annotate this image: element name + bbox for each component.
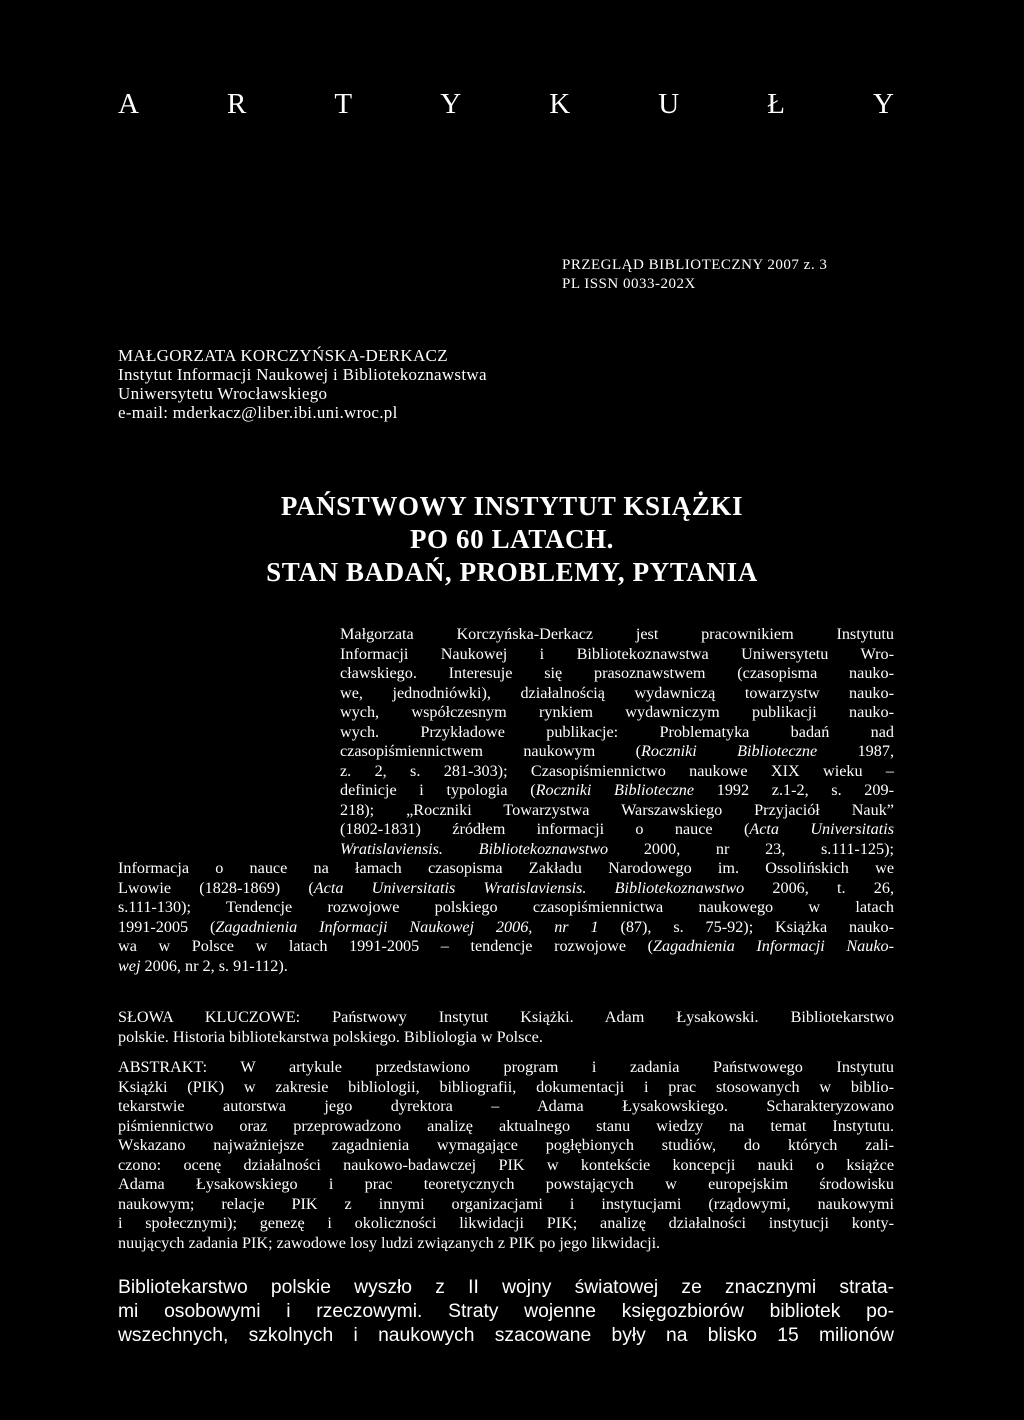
section-letter: Ł [767, 88, 785, 120]
bio-line [118, 957, 894, 977]
bio-text: 1992 z.1-2, s. 209- [694, 781, 894, 799]
abstract-line: piśmiennictwo oraz przeprowadzono analizę aktualnego stanu wiedzy na temat Instytutu. [118, 1116, 894, 1135]
body-line: mi osobowymi i rzeczowymi. Straty wojenne księgozbiorów bibliotek po- [118, 1301, 894, 1322]
title-line: STAN BADAŃ, PROBLEMY, PYTANIA [266, 557, 758, 587]
abstract-line: Wskazano najważniejsze zagadnienia wymagające pogłębionych studiów, do których zali- [118, 1136, 894, 1154]
bio-line [340, 781, 894, 801]
keywords-block [118, 1008, 894, 1047]
bio-citation: Zagadnienia Informacji Nauko- [652, 937, 894, 955]
journal-info [562, 256, 827, 294]
title-line: PO 60 LATACH. [409, 524, 615, 554]
bio-line [340, 742, 894, 762]
author-email[interactable]: e-mail: mderkacz@liber.ibi.uni.wroc.pl [118, 403, 398, 422]
bio-citation: Roczniki Biblioteczne [535, 781, 695, 799]
bio-citation: Acta Universitatis [749, 820, 895, 838]
bio-line [118, 879, 894, 899]
author-bio-continued [118, 859, 894, 976]
author-bio [340, 625, 894, 859]
keywords-line: polskie. Historia bibliotekarstwa polskiego. Bibliologia w Polsce. [118, 1027, 543, 1046]
bio-citation: Roczniki Biblioteczne [641, 742, 818, 760]
abstract-line: Książki (PIK) w zakresie bibliologii, bibliografii, dokumentacji i prac stosowanych w biblio- [118, 1077, 894, 1096]
abstract-line: nuujących zadania PIK; zawodowe losy ludzi związanych z PIK po jego likwidacji. [118, 1233, 661, 1252]
bio-text: 2006, t. 26, [744, 878, 895, 897]
bio-line: wych, współczesnym rynkiem wydawniczym publikacji nauko- [340, 703, 894, 721]
bio-citation: Zagadnienia Informacji Naukowej 2006, nr 1 [215, 917, 599, 936]
abstract-line: Adama Łysakowskiego i prac teoretycznych powstających w europejskim środowisku [118, 1175, 894, 1193]
bio-line [340, 840, 894, 860]
section-letter: T [334, 88, 353, 120]
abstract-block [118, 1058, 894, 1253]
author-affiliation: Instytut Informacji Naukowej i Bibliotekoznawstwa [118, 365, 487, 384]
body-line: wszechnych, szkolnych i naukowych szacowane były na blisko 15 milionów [118, 1325, 894, 1346]
section-letter: U [658, 88, 680, 120]
bio-text: 2006, nr 2, s. 91-112). [140, 956, 288, 975]
section-letter: R [227, 88, 247, 120]
body-line: Bibliotekarstwo polskie wyszło z II wojny światowej ze znacznymi strata- [118, 1277, 894, 1298]
section-letter: K [549, 88, 571, 120]
bio-text: 1991-2005 ( [118, 917, 216, 936]
article-title [0, 490, 1024, 589]
bio-line: Informacji Naukowej i Bibliotekoznawstwa Uniwersytetu Wro- [340, 644, 894, 663]
bio-line [340, 820, 894, 840]
bio-text: wa w Polsce w latach 1991-2005 – tendencje rozwojowe ( [118, 937, 653, 955]
abstract-line: czono: ocenę działalności naukowo-badawczej PIK w kontekście koncepcji nauki o książce [118, 1155, 894, 1174]
bio-text: czasopiśmiennictwem naukowym ( [340, 742, 642, 760]
journal-issn: PL ISSN 0033-202X [562, 276, 696, 292]
bio-line [118, 918, 894, 938]
section-header [118, 88, 894, 121]
bio-text: 1987, [817, 742, 894, 760]
author-block [118, 346, 487, 422]
body-paragraph [118, 1276, 894, 1348]
title-line: PAŃSTWOWY INSTYTUT KSIĄŻKI [280, 491, 744, 521]
bio-line: Małgorzata Korczyńska-Derkacz jest pracownikiem Instytutu [340, 625, 894, 643]
bio-citation: Acta Universitatis Wratislaviensis. Bibliotekoznawstwo [313, 878, 745, 897]
author-affiliation: Uniwersytetu Wrocławskiego [118, 384, 328, 403]
author-name: MAŁGORZATA KORCZYŃSKA-DERKACZ [118, 346, 448, 365]
bio-line: 218); „Roczniki Towarzystwa Warszawskiego Przyjaciół Nauk” [340, 800, 894, 819]
keywords-line: SŁOWA KLUCZOWE: Państwowy Instytut Książki. Adam Łysakowski. Bibliotekarstwo [118, 1008, 894, 1026]
abstract-line: tekarstwie autorstwa jego dyrektora – Adama Łysakowskiego. Scharakteryzowano [118, 1097, 894, 1115]
abstract-line: ABSTRAKT: W artykule przedstawiono program i zadania Państwowego Instytutu [118, 1058, 894, 1076]
bio-line: we, jednodniówki), działalnością wydawniczą towarzystw nauko- [340, 683, 894, 702]
bio-line: s.111-130); Tendencje rozwojowe polskiego czasopiśmiennictwa naukowego w latach [118, 898, 894, 916]
bio-line: z. 2, s. 281-303); Czasopiśmiennictwo naukowe XIX wieku – [340, 761, 894, 780]
section-letter: Y [440, 88, 462, 120]
bio-citation: wej [118, 956, 141, 975]
section-letter: Y [873, 88, 894, 120]
bio-line: cławskiego. Interesuje się prasoznawstwem (czasopisma nauko- [340, 664, 894, 682]
bio-line: wych. Przykładowe publikacje: Problematyka badań nad [340, 722, 894, 741]
bio-text: (1802-1831) źródłem informacji o nauce ( [340, 820, 750, 838]
abstract-line: naukowym; relacje PIK z innymi organizacjami i instytucjami (rządowymi, naukowymi [118, 1194, 894, 1213]
bio-text: definicje i typologia ( [340, 781, 536, 799]
bio-text: 2000, nr 23, s.111-125); [608, 839, 894, 858]
bio-citation: Wratislaviensis. Bibliotekoznawstwo [340, 839, 609, 858]
journal-title: PRZEGLĄD BIBLIOTECZNY 2007 z. 3 [562, 257, 828, 273]
bio-line: Informacja o nauce na łamach czasopisma Zakładu Narodowego im. Ossolińskich we [118, 859, 894, 877]
abstract-line: i społecznymi); genezę i okoliczności likwidacji PIK; analizę działalności instytucji konty- [118, 1214, 894, 1232]
bio-text: Lwowie (1828-1869) ( [118, 878, 314, 897]
bio-text: (87), s. 75-92); Książka nauko- [598, 917, 895, 936]
section-letter: A [118, 88, 139, 120]
bio-line [118, 937, 894, 957]
